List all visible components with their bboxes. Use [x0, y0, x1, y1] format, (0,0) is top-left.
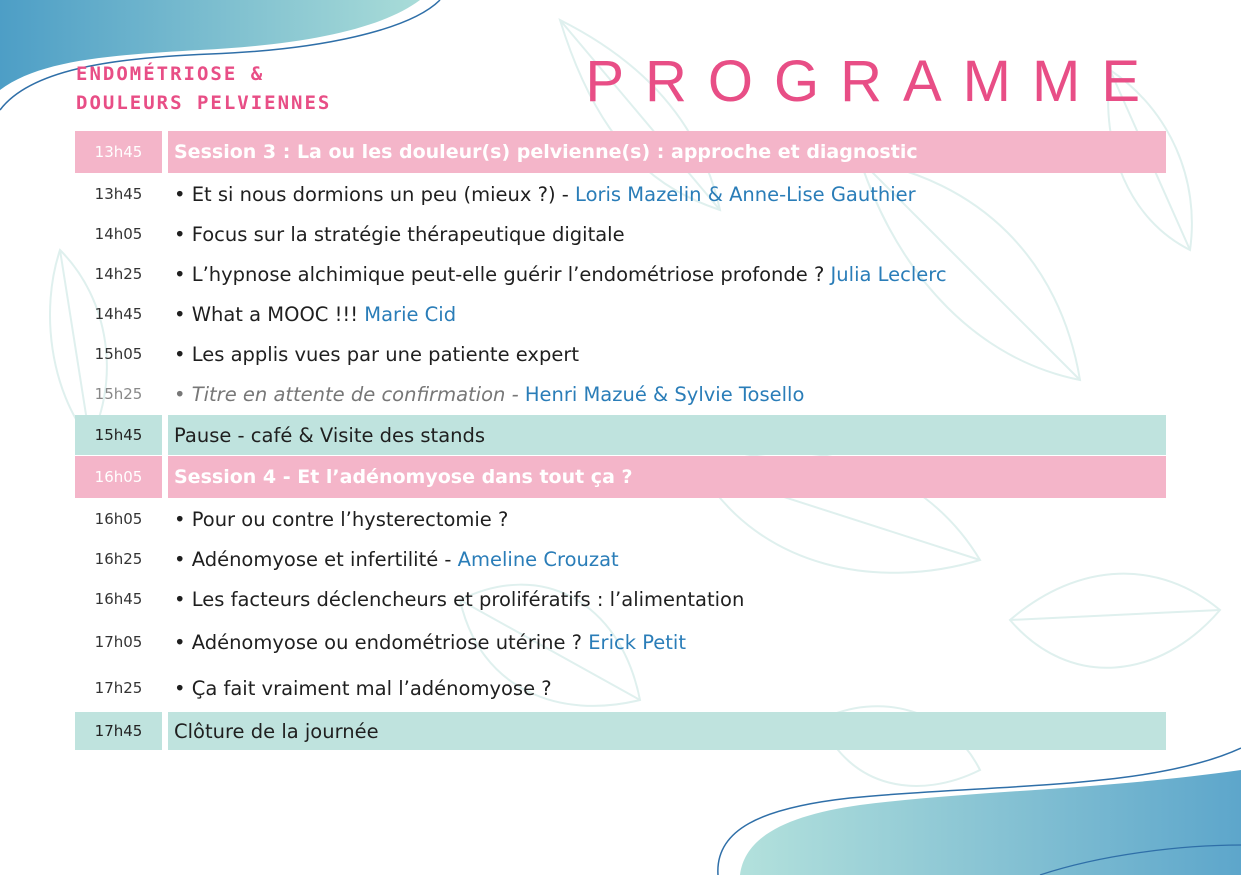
session-row: [75, 131, 1166, 173]
entry-cell: [168, 456, 1166, 498]
schedule-row: [75, 619, 1166, 665]
schedule-row: [75, 334, 1166, 374]
talk-title: • Titre en attente de confirmation -: [174, 382, 525, 406]
break-title: Clôture de la journée: [174, 719, 379, 743]
entry-cell: [168, 183, 1166, 206]
schedule-row: [75, 294, 1166, 334]
time-cell: 14h05: [94, 225, 143, 243]
time-cell: 14h45: [94, 305, 143, 323]
time-cell: 16h25: [94, 550, 143, 568]
talk-title: • Focus sur la stratégie thérapeutique digitale: [174, 222, 625, 246]
entry-cell: [168, 383, 1166, 406]
entry-cell: [168, 677, 1166, 700]
schedule-row: [75, 665, 1166, 711]
talk-title: • Ça fait vraiment mal l’adénomyose ?: [174, 676, 552, 700]
entry-cell: [168, 303, 1166, 326]
speaker-name: Julia Leclerc: [830, 262, 947, 286]
schedule-row: [75, 374, 1166, 414]
schedule-row: [75, 254, 1166, 294]
entry-cell: [168, 508, 1166, 531]
schedule-row: [75, 539, 1166, 579]
schedule-row: [75, 499, 1166, 539]
speaker-name: Ameline Crouzat: [457, 547, 619, 571]
entry-cell: [168, 712, 1166, 750]
session-title: Session 3 : La ou les douleur(s) pelvienne(s) : approche et diagnostic: [174, 141, 918, 163]
talk-title: • Les applis vues par une patiente expert: [174, 342, 580, 366]
entry-cell: [168, 263, 1166, 286]
time-cell: 17h45: [75, 712, 162, 750]
talk-title: • L’hypnose alchimique peut-elle guérir l’endométriose profonde ?: [174, 262, 831, 286]
talk-title: • Les facteurs déclencheurs et prolifératifs : l’alimentation: [174, 587, 745, 611]
talk-title: • Pour ou contre l’hysterectomie ?: [174, 507, 509, 531]
speaker-name: Loris Mazelin & Anne-Lise Gauthier: [575, 182, 916, 206]
time-cell: 13h45: [75, 131, 162, 173]
time-cell: 15h25: [94, 385, 143, 403]
entry-cell: [168, 415, 1166, 455]
break-title: Pause - café & Visite des stands: [174, 423, 486, 447]
session-title: Session 4 - Et l’adénomyose dans tout ça ?: [174, 466, 633, 488]
page-title: PROGRAMME: [585, 49, 1161, 114]
time-cell: 17h05: [94, 633, 143, 651]
time-cell: 13h45: [94, 185, 143, 203]
schedule-row: [75, 579, 1166, 619]
talk-title: • Adénomyose et infertilité -: [174, 547, 458, 571]
break-row: [75, 415, 1166, 455]
talk-title: • What a MOOC !!!: [174, 302, 365, 326]
time-cell: 15h05: [94, 345, 143, 363]
schedule-row: [75, 174, 1166, 214]
entry-cell: [168, 131, 1166, 173]
speaker-name: Marie Cid: [364, 302, 457, 326]
bottom-wave-shape: [740, 770, 1241, 875]
session-row: [75, 456, 1166, 498]
event-title: [76, 60, 331, 118]
event-title-line1: ENDOMÉTRIOSE &: [76, 63, 265, 85]
schedule-table: [75, 130, 1166, 751]
break-row: [75, 712, 1166, 750]
entry-cell: [168, 548, 1166, 571]
speaker-name: Henri Mazué & Sylvie Tosello: [524, 382, 805, 406]
event-title-line2: DOULEURS PELVIENNES: [76, 92, 332, 114]
time-cell: 14h25: [94, 265, 143, 283]
talk-title: • Adénomyose ou endométriose utérine ?: [174, 630, 589, 654]
entry-cell: [168, 631, 1166, 654]
talk-title: • Et si nous dormions un peu (mieux ?) -: [174, 182, 576, 206]
speaker-name: Erick Petit: [588, 630, 686, 654]
time-cell: 15h45: [75, 415, 162, 455]
entry-cell: [168, 223, 1166, 246]
entry-cell: [168, 588, 1166, 611]
time-cell: 16h45: [94, 590, 143, 608]
schedule-row: [75, 214, 1166, 254]
time-cell: 16h05: [94, 510, 143, 528]
entry-cell: [168, 343, 1166, 366]
time-cell: 16h05: [75, 456, 162, 498]
time-cell: 17h25: [94, 679, 143, 697]
